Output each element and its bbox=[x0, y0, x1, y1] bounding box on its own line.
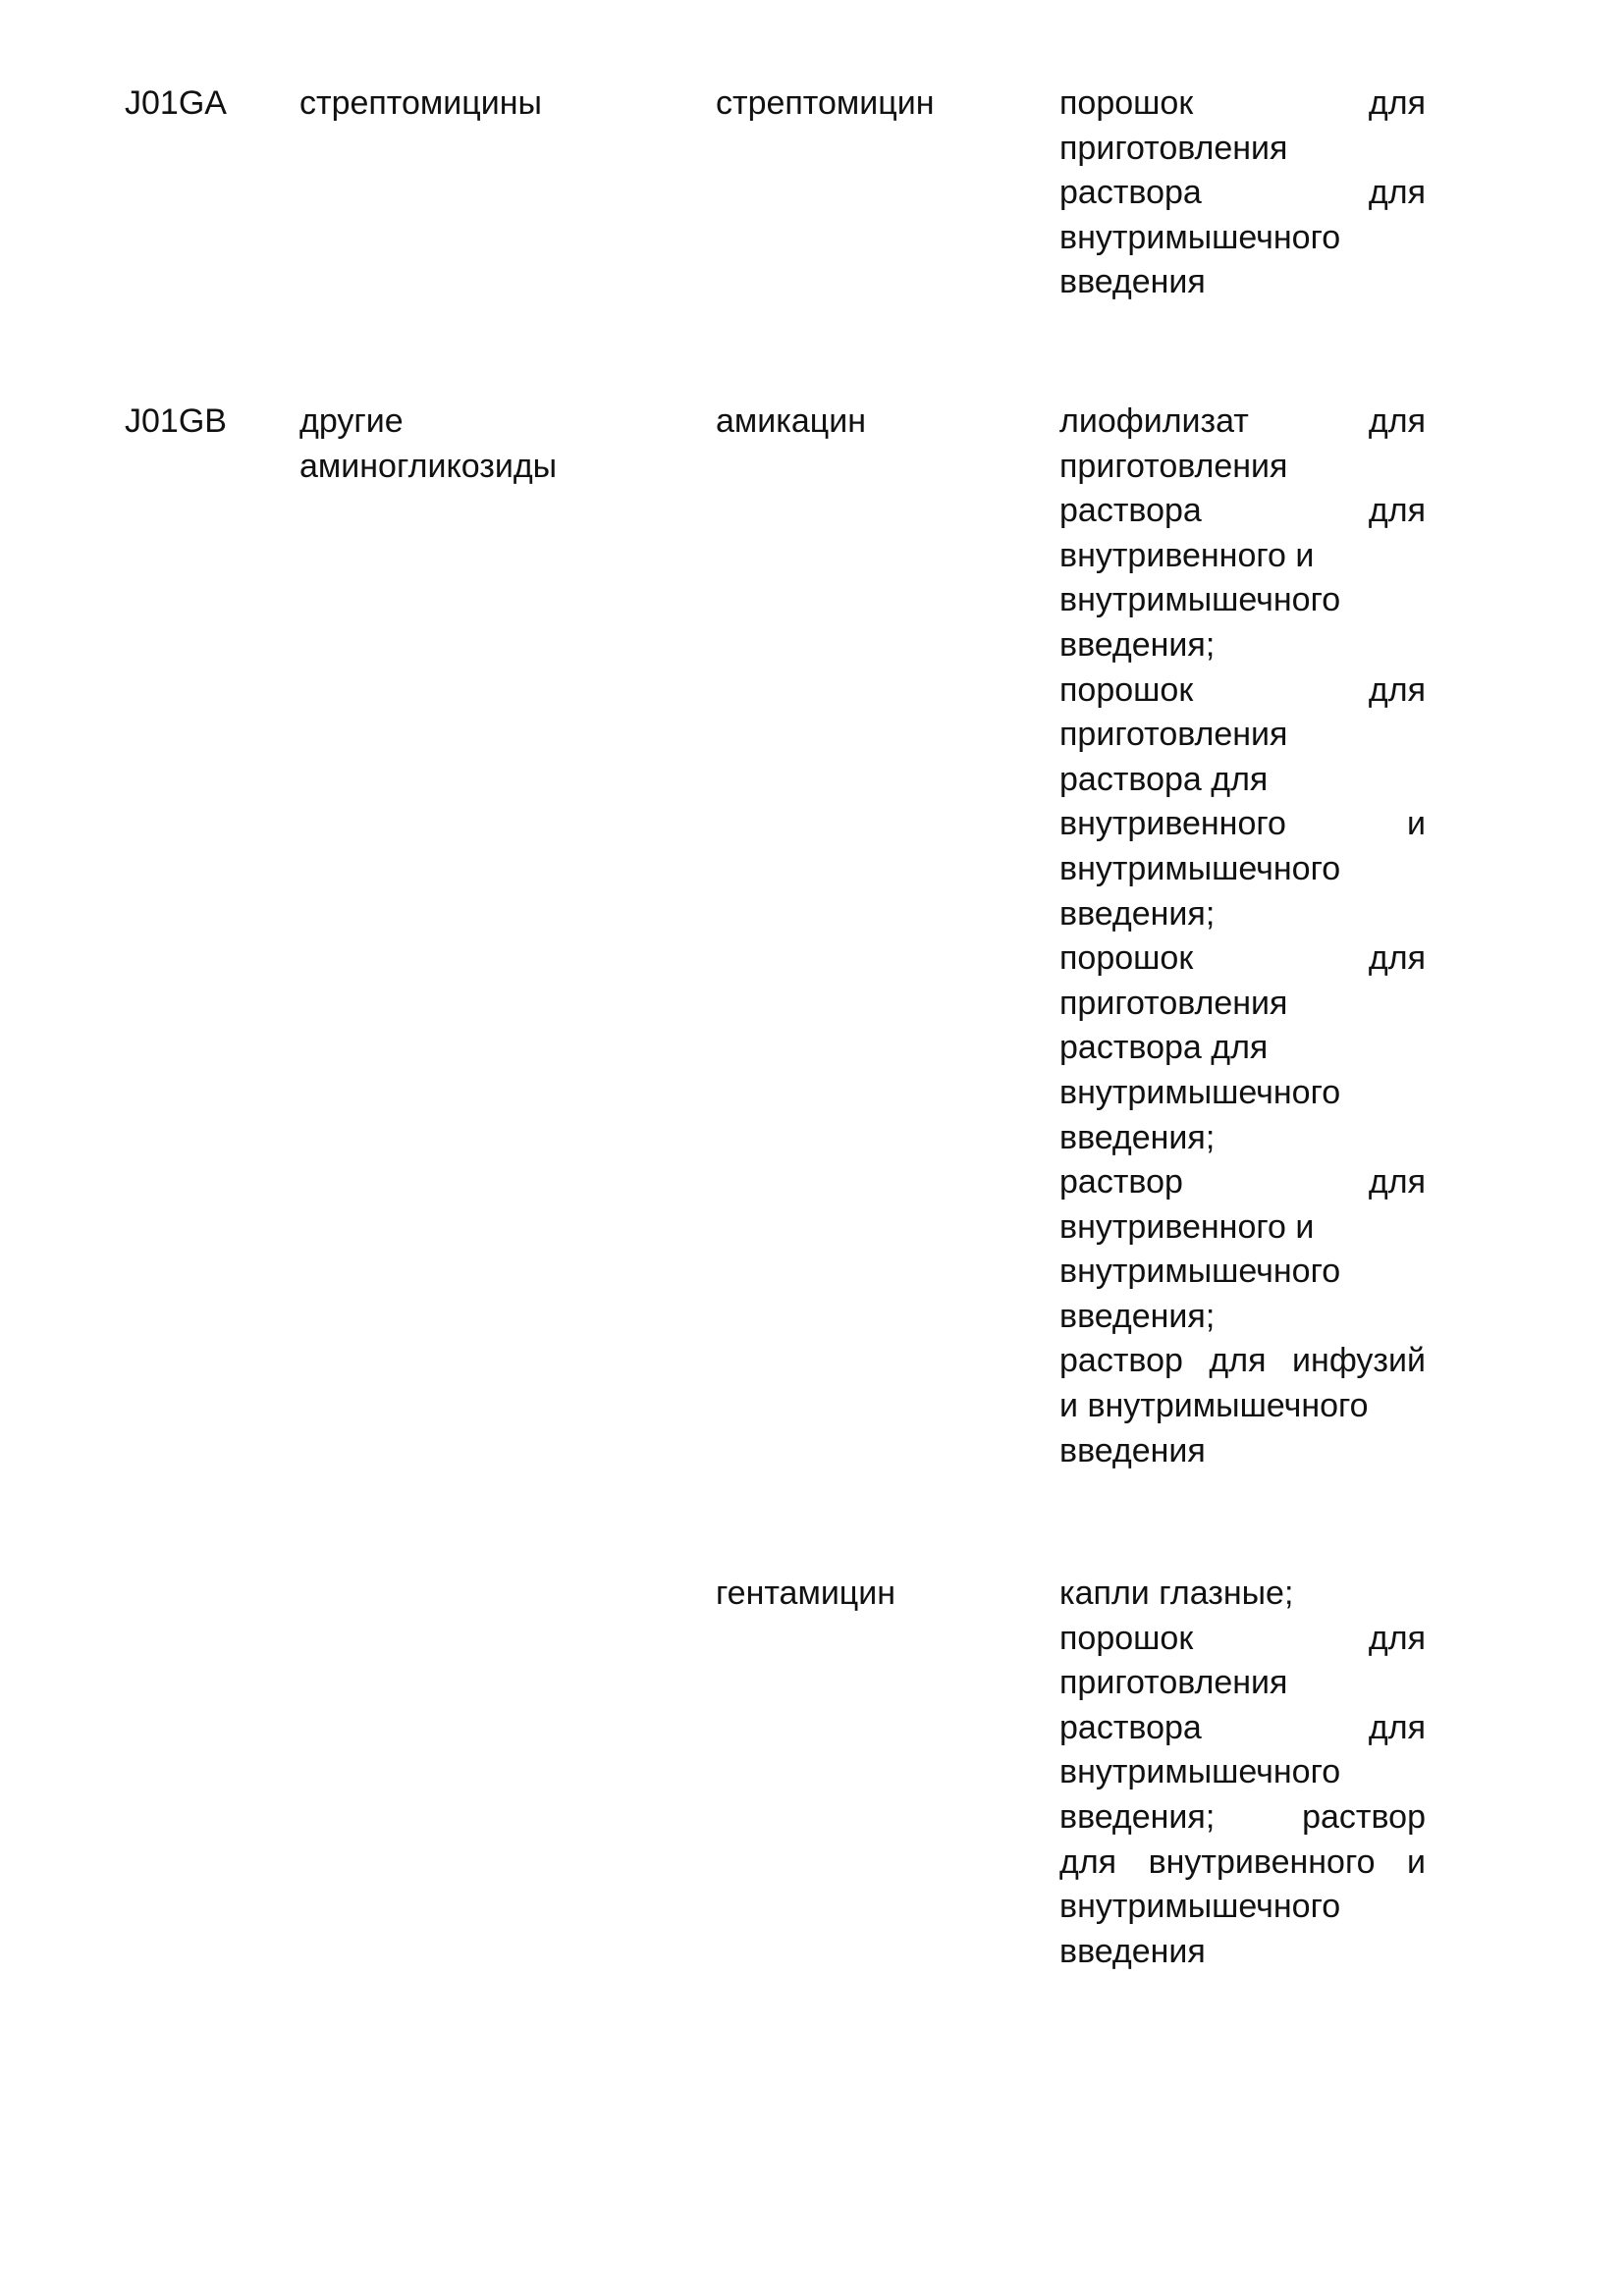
form-line: для внутривенного и bbox=[1059, 1842, 1426, 1881]
group-line: стрептомицины bbox=[299, 84, 542, 122]
form-line: порошок для bbox=[1059, 939, 1426, 978]
form-line: раствора для bbox=[1059, 1029, 1269, 1067]
form-line: приготовления bbox=[1059, 1664, 1288, 1702]
form-line: и внутримышечного bbox=[1059, 1387, 1369, 1425]
form-line: внутримышечного bbox=[1059, 1073, 1341, 1111]
form-line: введения bbox=[1059, 1431, 1206, 1469]
form-line: раствора для bbox=[1059, 760, 1269, 798]
form-line: введения; bbox=[1059, 625, 1216, 664]
form-line: приготовления bbox=[1059, 716, 1288, 754]
form-line: внутривенного и bbox=[1059, 1207, 1315, 1246]
form-line: введения bbox=[1059, 1932, 1206, 1970]
form-line: раствора для bbox=[1059, 492, 1426, 530]
form-line: введения bbox=[1059, 263, 1206, 301]
atc-code: J01GB bbox=[125, 402, 227, 440]
atc-group bbox=[299, 400, 557, 489]
dosage-forms bbox=[1059, 1572, 1426, 1974]
group-line: аминогликозиды bbox=[299, 447, 558, 485]
form-line: порошок для bbox=[1059, 84, 1426, 122]
drug-name: амикацин bbox=[716, 402, 867, 440]
form-line: лиофилизат для bbox=[1059, 402, 1426, 440]
form-line: капли глазные; bbox=[1059, 1575, 1294, 1612]
dosage-forms bbox=[1059, 81, 1426, 305]
atc-code: J01GA bbox=[125, 84, 227, 122]
form-line: порошок для bbox=[1059, 670, 1426, 709]
drug-name: стрептомицин bbox=[716, 84, 935, 122]
form-line: раствора для bbox=[1059, 174, 1426, 212]
form-line: раствора для bbox=[1059, 1708, 1426, 1746]
form-line: приготовления bbox=[1059, 129, 1288, 167]
form-line: внутривенного и bbox=[1059, 536, 1315, 574]
form-line: приготовления bbox=[1059, 984, 1288, 1022]
form-line: внутримышечного bbox=[1059, 1888, 1341, 1926]
form-line: внутримышечного bbox=[1059, 1253, 1341, 1291]
form-line: введения; bbox=[1059, 894, 1216, 933]
drug-name: гентамицин bbox=[716, 1575, 896, 1612]
form-line: раствор для bbox=[1059, 1163, 1426, 1201]
form-line: внутримышечного bbox=[1059, 581, 1341, 619]
group-line: другие bbox=[299, 402, 404, 440]
form-line: внутримышечного bbox=[1059, 849, 1341, 887]
form-line: внутримышечного bbox=[1059, 218, 1341, 256]
form-line: приготовления bbox=[1059, 447, 1288, 485]
form-line: раствор для инфузий bbox=[1059, 1342, 1426, 1380]
form-line: введения; раствор bbox=[1059, 1797, 1426, 1836]
dosage-forms bbox=[1059, 400, 1426, 1473]
atc-group bbox=[299, 81, 542, 127]
form-line: введения; bbox=[1059, 1297, 1216, 1335]
form-line: внутривенного и bbox=[1059, 805, 1426, 843]
form-line: внутримышечного bbox=[1059, 1753, 1341, 1791]
form-line: порошок для bbox=[1059, 1619, 1426, 1657]
form-line: введения; bbox=[1059, 1118, 1216, 1156]
